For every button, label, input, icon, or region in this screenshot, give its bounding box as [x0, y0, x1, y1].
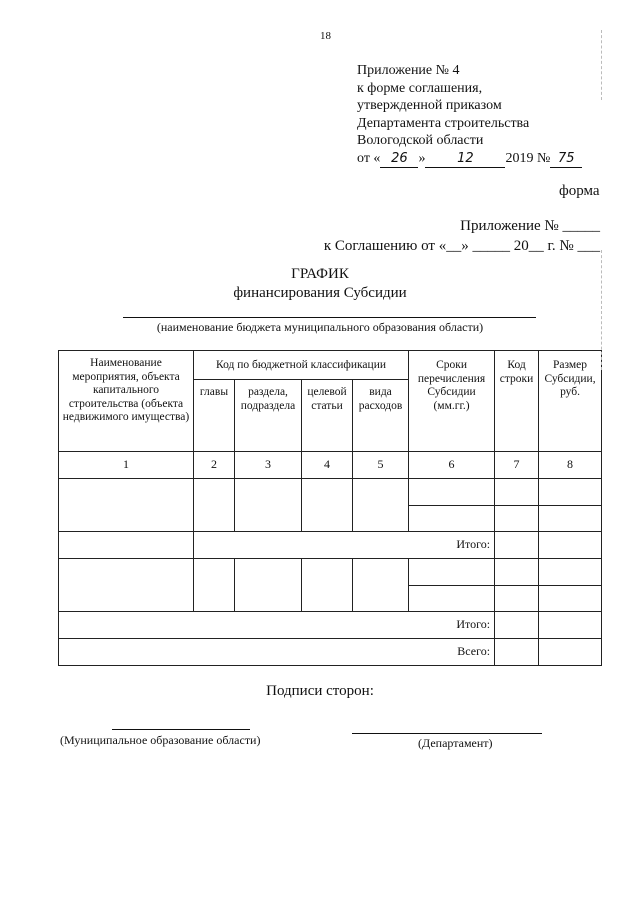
table-cell	[539, 612, 602, 639]
table-cell	[495, 612, 539, 639]
column-number: 2	[194, 452, 235, 479]
budget-name-line	[123, 317, 536, 318]
table-cell	[194, 559, 235, 612]
table-cell	[194, 479, 235, 532]
header-razdela: раздела, подраздела	[235, 380, 302, 452]
appendix-line: Приложение № 4	[357, 63, 460, 78]
table-cell	[495, 532, 539, 559]
scan-edge-mark	[601, 250, 603, 370]
column-number: 3	[235, 452, 302, 479]
appendix-line: к форме соглашения,	[357, 80, 483, 96]
header-name: Наименование мероприятия, объекта капитального строительства (объекта недвижимого имущества)	[59, 351, 194, 452]
table-cell	[59, 532, 194, 559]
header-glavy: главы	[194, 380, 235, 452]
signature-line-left	[112, 729, 250, 730]
table-cell	[409, 559, 495, 586]
date-month: 12	[425, 150, 505, 169]
financing-table	[58, 350, 602, 666]
date-prefix: от «	[357, 150, 381, 166]
date-year: 2019 №	[505, 150, 551, 166]
forma-label: форма	[559, 183, 600, 199]
table-cell	[495, 479, 539, 506]
table-cell	[235, 479, 302, 532]
appendix-line: Департамента строительства	[357, 115, 530, 131]
appendix-line: утвержденной приказом	[357, 98, 502, 113]
appendix-header	[357, 62, 582, 168]
table-cell	[409, 506, 495, 532]
title-line: ГРАФИК	[291, 266, 349, 282]
column-number: 7	[495, 452, 539, 479]
table-cell	[539, 532, 602, 559]
table-cell	[59, 479, 194, 532]
appendix-date-line	[357, 150, 582, 169]
table-cell	[353, 559, 409, 612]
table-cell	[539, 479, 602, 506]
column-number: 1	[59, 452, 194, 479]
table-cell	[539, 506, 602, 532]
table-cell	[353, 479, 409, 532]
appendix2-line: к Соглашению от «__» _____ 20__ г. № ___	[323, 238, 600, 254]
itogo-label: Итого:	[59, 612, 495, 639]
table-cell	[409, 586, 495, 612]
column-number: 4	[302, 452, 353, 479]
header-sroki: Сроки перечисления Субсидии (мм.гг.)	[409, 351, 495, 452]
column-number: 5	[353, 452, 409, 479]
table-cell	[409, 479, 495, 506]
table-cell	[539, 586, 602, 612]
page-number: 18	[320, 30, 331, 42]
table-cell	[302, 479, 353, 532]
table-cell	[59, 559, 194, 612]
table-cell	[539, 639, 602, 666]
header-kod-stroki: Код строки	[495, 351, 539, 452]
appendix2-header	[324, 216, 600, 256]
table-cell	[302, 559, 353, 612]
header-razmer: Размер Субсидии, руб.	[539, 351, 602, 452]
header-vida: вида расходов	[353, 380, 409, 452]
budget-caption: (наименование бюджета муниципального образования области)	[156, 320, 484, 334]
appendix-line: Вологодской области	[357, 133, 484, 148]
signature-caption-right: (Департамент)	[418, 736, 493, 750]
scan-edge-mark	[601, 30, 603, 100]
table-cell	[495, 506, 539, 532]
table-cell	[235, 559, 302, 612]
header-tselevoy: целевой статьи	[302, 380, 353, 452]
signature-line-right	[352, 733, 542, 734]
signatures-title: Подписи сторон:	[266, 683, 374, 699]
table-cell	[495, 559, 539, 586]
table-cell	[539, 559, 602, 586]
signature-caption-left: (Муниципальное образование области)	[60, 733, 261, 747]
header-code: Код по бюджетной классификации	[194, 351, 409, 380]
table-cell	[495, 639, 539, 666]
document-title	[0, 265, 640, 303]
column-number: 6	[409, 452, 495, 479]
appendix2-line: Приложение № _____	[460, 218, 600, 234]
itogo-label: Итого:	[194, 532, 495, 559]
column-number: 8	[539, 452, 602, 479]
date-mid: »	[418, 150, 426, 166]
date-day: 26	[380, 150, 418, 169]
order-number: 75	[550, 150, 582, 169]
title-line: финансирования Субсидии	[233, 285, 407, 301]
vsego-label: Всего:	[59, 639, 495, 666]
table-cell	[495, 586, 539, 612]
